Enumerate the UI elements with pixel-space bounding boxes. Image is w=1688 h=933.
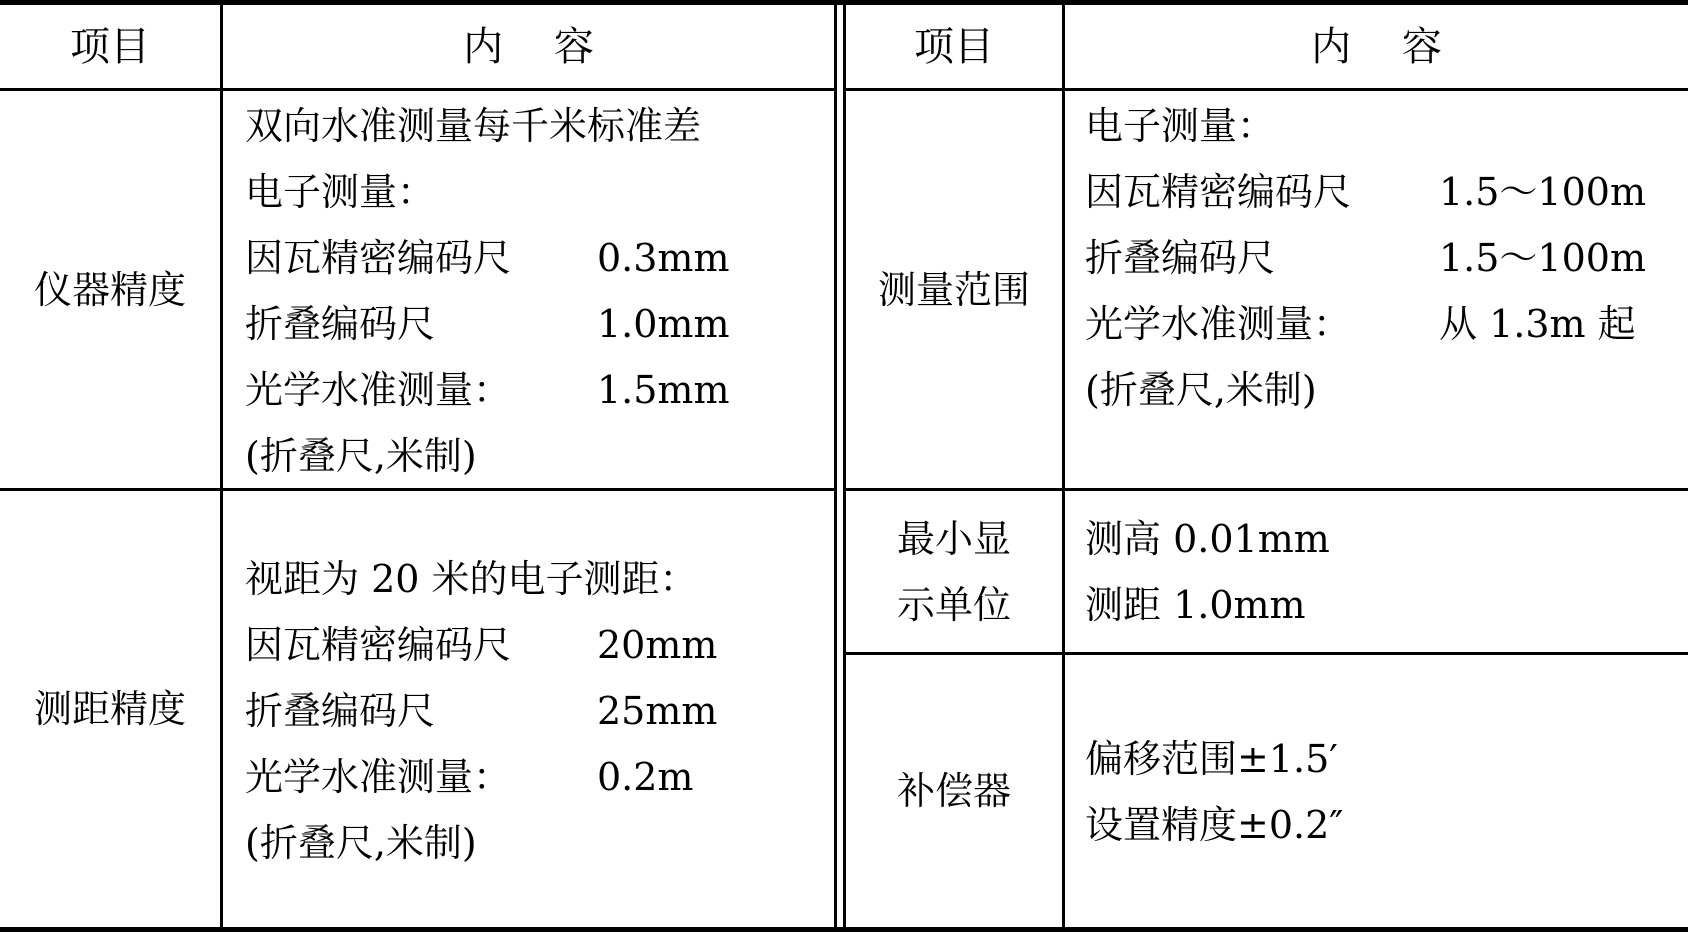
instrument-precision-line1: 双向水准测量每千米标准差 bbox=[245, 104, 702, 148]
header-right-content bbox=[1065, 5, 1688, 88]
header-right-content-text: 内 容 bbox=[1311, 23, 1442, 70]
distance-precision-line1: 视距为 20 米的电子测距： bbox=[245, 557, 698, 601]
min-display-line1: 测高 0.01mm bbox=[1085, 517, 1330, 561]
header-left-item-text: 项目 bbox=[70, 23, 150, 70]
compensator-content bbox=[1085, 726, 1685, 876]
min-display-label-line1: 最小显 bbox=[896, 517, 1011, 561]
header-left-content bbox=[223, 5, 834, 88]
header-left-content-text: 内 容 bbox=[463, 23, 594, 70]
instrument-precision-row: 因瓦精密编码尺 0.3mm bbox=[245, 236, 730, 280]
compensator-label: 补偿器 bbox=[896, 769, 1011, 813]
measure-range-label: 测量范围 bbox=[877, 267, 1030, 312]
compensator-line1: 偏移范围±1.5′ bbox=[1085, 737, 1338, 781]
measure-range-line1: 电子测量： bbox=[1085, 104, 1276, 148]
distance-precision-content bbox=[245, 546, 830, 926]
distance-precision-row: 光学水准测量： 0.2m bbox=[245, 755, 694, 799]
measure-range-row: 光学水准测量： 从 1.3m 起 bbox=[1085, 302, 1636, 346]
instrument-precision-note: (折叠尺,米制) bbox=[245, 434, 477, 478]
distance-precision-row: 因瓦精密编码尺 20mm bbox=[245, 623, 718, 667]
compensator-line2: 设置精度±0.2″ bbox=[1085, 803, 1344, 847]
distance-precision-label: 测距精度 bbox=[33, 687, 186, 731]
col-divider-left-1 bbox=[220, 0, 223, 932]
min-display-label bbox=[846, 506, 1062, 646]
min-display-label-line2: 示单位 bbox=[896, 583, 1011, 627]
distance-precision-row: 折叠编码尺 25mm bbox=[245, 689, 718, 733]
measure-range-row: 折叠编码尺 1.5～100m bbox=[1085, 236, 1646, 280]
instrument-precision-line2: 电子测量： bbox=[245, 170, 436, 214]
distance-precision-note: (折叠尺,米制) bbox=[245, 821, 477, 865]
col-divider-right-1 bbox=[1062, 0, 1065, 932]
header-right-item-text: 项目 bbox=[914, 23, 994, 70]
header-right-item bbox=[846, 5, 1062, 88]
header-left-item bbox=[0, 5, 220, 88]
measure-range-row: 因瓦精密编码尺 1.5～100m bbox=[1085, 170, 1646, 214]
row-divider-right bbox=[843, 488, 1688, 491]
instrument-precision-label: 仪器精度 bbox=[33, 267, 186, 312]
measure-range-note: (折叠尺,米制) bbox=[1085, 368, 1317, 412]
instrument-precision-content bbox=[245, 93, 830, 488]
min-display-content bbox=[1085, 506, 1685, 646]
instrument-precision-row: 折叠编码尺 1.0mm bbox=[245, 302, 730, 346]
instrument-precision-row: 光学水准测量： 1.5mm bbox=[245, 368, 730, 412]
min-display-line2: 测距 1.0mm bbox=[1085, 583, 1306, 627]
measure-range-content bbox=[1085, 93, 1685, 488]
center-double-line-a bbox=[834, 0, 837, 932]
